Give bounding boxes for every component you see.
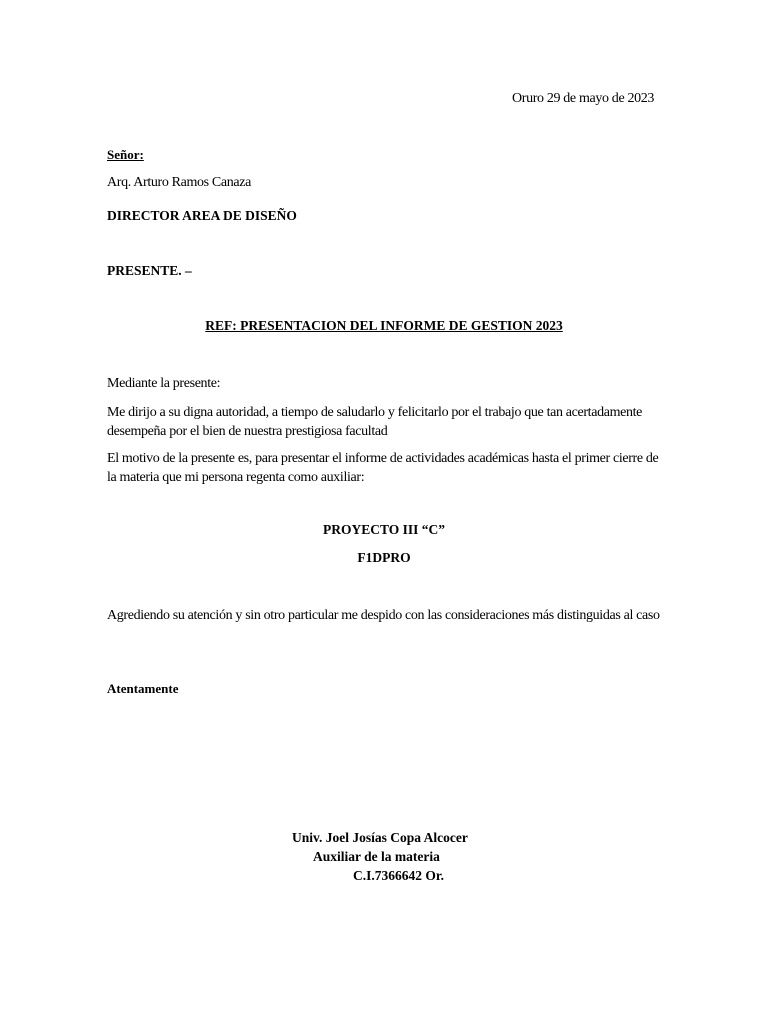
project-name: PROYECTO III “C” [322, 522, 446, 537]
salutation: Señor: [107, 147, 144, 162]
intro-line: Mediante la presente: [107, 376, 221, 391]
sign-off: Atentamente [107, 681, 179, 696]
project-code: F1DPRO [357, 550, 411, 565]
signature-id: C.I.7366642 Or. [353, 868, 445, 883]
paragraph-greeting: Me dirijo a su digna autoridad, a tiempo de saludarlo y felicitarlo por el trabajo que tan acertadamente desempeña por el bien de nuestra prestigiosa facultad [107, 405, 643, 439]
recipient-title: DIRECTOR AREA DE DISEÑO [107, 208, 297, 223]
paragraph-purpose: El motivo de la presente es, para presentar el informe de actividades académicas hasta el primer cierre de la materia que mi persona regenta como auxiliar: [107, 451, 659, 485]
reference-line: REF: PRESENTACION DEL INFORME DE GESTION 2023 [205, 318, 563, 333]
presente-line: PRESENTE. – [107, 263, 192, 278]
recipient-name: Arq. Arturo Ramos Canaza [107, 175, 252, 190]
signature-role: Auxiliar de la materia [313, 849, 440, 864]
closing-paragraph: Agrediendo su atención y sin otro particular me despido con las consideraciones más distinguidas al caso [107, 608, 660, 623]
date-line: Oruro 29 de mayo de 2023 [512, 91, 655, 106]
signature-name: Univ. Joel Josías Copa Alcocer [292, 830, 468, 845]
